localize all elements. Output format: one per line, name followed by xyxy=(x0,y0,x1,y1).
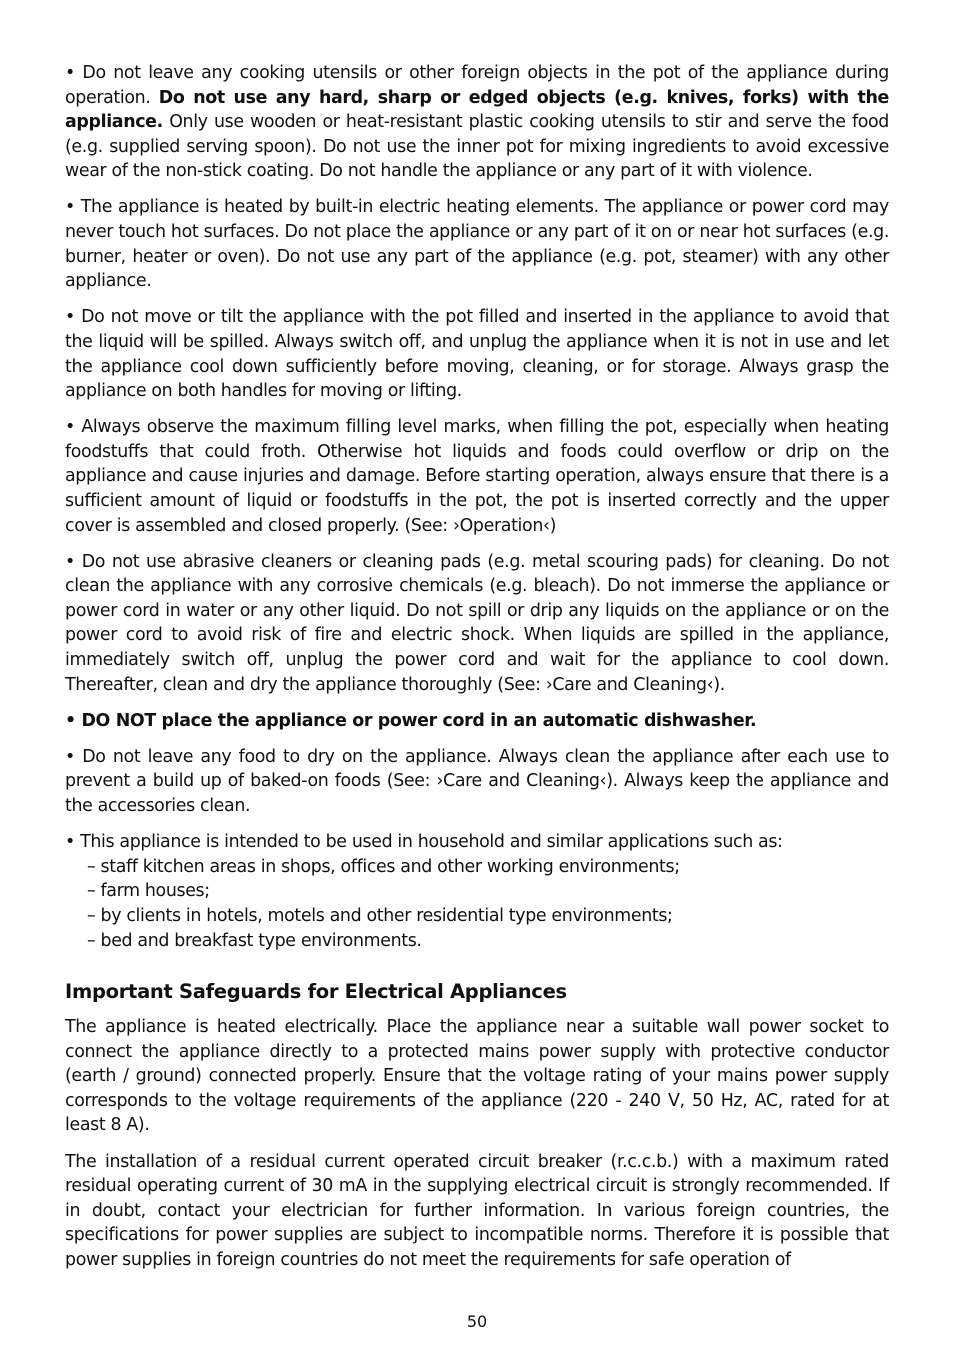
list-item: – farm houses; xyxy=(87,881,210,902)
safety-paragraph-moving: • Do not move or tilt the appliance with the pot filled and inserted in the appliance to avoid that the liquid will be spilled. Always switch off, and unplug the appliance when it is not in use and let the appliance cool down sufficiently before moving, cleaning, or for storage. Always grasp the appliance on both handles for moving or lifting. xyxy=(65,307,889,402)
paragraph-text: Only use wooden or heat-resistant plastic cooking utensils to stir and serve the food (e.g. supplied serving spoon). Do not use the inner pot for mixing ingredients to avoid excessive wear of the non-stick coating. Do not handle the appliance or any part of it with violence. xyxy=(65,112,889,182)
electrical-paragraph-rccb: The installation of a residual current operated circuit breaker (r.c.c.b.) with a maximum rated residual operating current of 30 mA in the supplying electrical circuit is strongly recommended. If in doubt, contact your electrician for further information. In various foreign countries, the specifications for power supplies are subject to incompatible norms. Therefore it is possible that power supplies in foreign countries do not meet the requirements for safe operation of xyxy=(65,1151,889,1270)
list-item: – by clients in hotels, motels and other residential type environments; xyxy=(87,905,673,926)
safety-paragraph-filling: • Always observe the maximum filling level marks, when filling the pot, especially when heating foodstuffs that could froth. Otherwise hot liquids and foods could overflow or drip on the appliance and cause injuries and damage. Before starting operation, always ensure that there is a sufficient amount of liquid or foodstuffs in the pot, the pot is inserted correctly and the upper cover is assembled and closed properly. (See: ›Operation‹) xyxy=(65,417,889,536)
list-item: – bed and breakfast type environments. xyxy=(87,930,422,951)
intended-use-intro: • This appliance is intended to be used in household and similar applications such as: xyxy=(65,832,783,853)
electrical-paragraph-power: The appliance is heated electrically. Place the appliance near a suitable wall power socket to connect the appliance directly to a protected mains power supply with protective conductor (earth / ground) connected properly. Ensure that the voltage rating of your mains power supply corresponds to the voltage requirements of the appliance (220 - 240 V, 50 Hz, AC, rated for at least 8 A). xyxy=(65,1017,889,1136)
dishwasher-warning: • DO NOT place the appliance or power cord in an automatic dishwasher. xyxy=(65,710,757,731)
safety-paragraph-food: • Do not leave any food to dry on the appliance. Always clean the appliance after each use to prevent a build up of baked-on foods (See: ›Care and Cleaning‹). Always keep the appliance and the accessories clean. xyxy=(65,746,889,817)
safety-paragraph-cleaning: • Do not use abrasive cleaners or cleaning pads (e.g. metal scouring pads) for cleaning. Do not clean the appliance with any corrosive chemicals (e.g. bleach). Do not immerse the appliance or power cord in water or any other liquid. Do not spill or drip any liquids on the appliance or on the power cord to avoid risk of fire and electric shock. When liquids are spilled in the appliance, immediately switch off, unplug the power cord and wait for the appliance to cool down. Thereafter, clean and dry the appliance thoroughly (See: ›Care and Cleaning‹). xyxy=(65,551,889,695)
intended-use-list xyxy=(65,830,889,953)
page-number: 50 xyxy=(466,1312,488,1331)
list-item: – staff kitchen areas in shops, offices and other working environments; xyxy=(87,856,680,877)
bold-warning: Do not use any hard, sharp or edged objects (e.g. knives, forks) with the appliance. xyxy=(65,87,889,133)
manual-page xyxy=(65,61,889,1284)
safety-paragraph-utensils xyxy=(65,61,889,184)
safety-paragraph-heating: • The appliance is heated by built-in electric heating elements. The appliance or power cord may never touch hot surfaces. Do not place the appliance or any part of it on or near hot surfaces (e.g. burner, heater or oven). Do not use any part of the appliance (e.g. pot, steamer) with any other appliance. xyxy=(65,197,889,292)
paragraph-text: • Do not leave any cooking utensils or other foreign objects in the pot of the appliance during operation. xyxy=(65,63,889,108)
section-heading: Important Safeguards for Electrical Appliances xyxy=(65,980,567,1004)
